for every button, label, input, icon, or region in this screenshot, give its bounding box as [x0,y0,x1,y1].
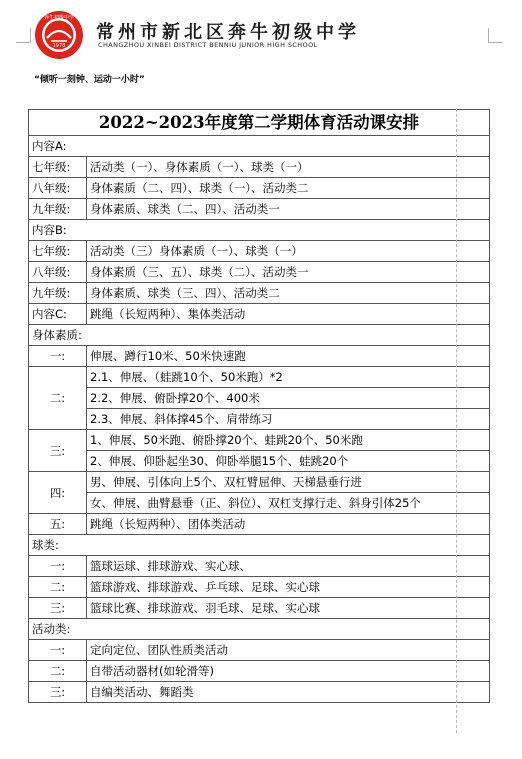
grade-content: 身体素质、球类（二、四）、活动类一 [87,199,490,220]
table-row [29,640,490,661]
activity-item: 自编类活动、舞蹈类 [87,682,490,703]
table-row [29,136,490,157]
table-row [29,514,490,535]
table-row [29,157,490,178]
ball-item: 篮球游戏、排球游戏、乒乓球、足球、实心球 [87,577,490,598]
content-c-text: 跳绳（长短两种）、集体类活动 [87,304,490,325]
schedule-table [28,109,490,703]
table-row [29,682,490,703]
fitness-item-4-1: 男、伸展、引体向上5个、双杠臂屈伸、天梯悬垂行进 [87,472,490,493]
table-row [29,493,490,514]
table-row [29,535,490,556]
table-row [29,220,490,241]
grade-label: 九年级: [29,199,87,220]
activity-label: 一: [29,640,87,661]
table-row [29,577,490,598]
fitness-label-4: 四: [29,472,87,514]
fitness-label-1: 一: [29,346,87,367]
table-row [29,367,490,388]
activity-label: 二: [29,661,87,682]
content-b-heading: 内容B: [29,220,490,241]
ball-heading: 球类: [29,535,490,556]
table-row [29,241,490,262]
table-row [29,304,490,325]
table-row [29,178,490,199]
ball-label: 三: [29,598,87,619]
grade-content: 身体素质（三、五）、球类（二）、活动类一 [87,262,490,283]
fitness-label-5: 五: [29,514,87,535]
table-row [29,472,490,493]
grade-label: 七年级: [29,241,87,262]
fitness-item-2-3: 2.3、伸展、斜体撑45个、肩带练习 [87,409,490,430]
grade-label: 九年级: [29,283,87,304]
table-row [29,409,490,430]
school-name: 常州市新北区奔牛初级中学 [96,22,360,43]
table-row [29,619,490,640]
crop-mark-top-right [488,28,503,43]
activity-heading: 活动类: [29,619,490,640]
content-c-label: 内容C: [29,304,87,325]
fitness-label-2: 二: [29,367,87,430]
activity-item: 定向定位、团队性质类活动 [87,640,490,661]
logo-year: 1978 [52,43,66,49]
fitness-item-3-2: 2、伸展、仰卧起坐30、仰卧举腿15个、蛙跳20个 [87,451,490,472]
table-row [29,262,490,283]
fitness-item-2-1: 2.1、伸展、（蛙跳10个、50米跑）*2 [87,367,490,388]
fitness-label-3: 三: [29,430,87,472]
grade-label: 八年级: [29,178,87,199]
activity-item: 自带活动器材(如轮滑等) [87,661,490,682]
table-row [29,451,490,472]
fitness-heading: 身体素质: [29,325,490,346]
grade-content: 活动类（三）身体素质（一）、球类（一） [87,241,490,262]
table-title: 2022~2023年度第二学期体育活动课安排 [29,110,490,136]
school-name-english: CHANGZHOU XINBEI DISTRICT BENNIU JUNIOR HIGH SCHOOL [98,41,318,49]
schedule-sheet [28,109,490,733]
grade-content: 身体素质（二、四）、球类（一）、活动类二 [87,178,490,199]
table-row [29,199,490,220]
page-guide-line [456,109,457,733]
fitness-item-2-2: 2.2、伸展、俯卧撑20个、400米 [87,388,490,409]
grade-label: 八年级: [29,262,87,283]
table-row [29,346,490,367]
grade-label: 七年级: [29,157,87,178]
fitness-item-3-1: 1、伸展、50米跑、俯卧撑20个、蛙跳20个、50米跑 [87,430,490,451]
logo-ring-text: 奔牛初级中学 [43,15,75,21]
table-row [29,430,490,451]
crop-mark-top-left [16,28,31,43]
ball-item: 篮球运球、排球游戏、实心球、 [87,556,490,577]
table-row [29,283,490,304]
ball-item: 篮球比赛、排球游戏、羽毛球、足球、实心球 [87,598,490,619]
table-row [29,388,490,409]
table-row [29,325,490,346]
grade-content: 活动类（一）、身体素质（一）、球类（一） [87,157,490,178]
fitness-item-1: 伸展、蹲行10米、50米快速跑 [87,346,490,367]
table-row [29,661,490,682]
slogan: “倾听一刻钟、运动一小时” [34,75,145,85]
fitness-item-5: 跳绳（长短两种）、团体类活动 [87,514,490,535]
table-title-row [29,110,490,136]
content-a-heading: 内容A: [29,136,490,157]
ball-label: 一: [29,556,87,577]
activity-label: 三: [29,682,87,703]
grade-content: 身体素质、球类（三、四）、活动类二 [87,283,490,304]
table-row [29,598,490,619]
ball-label: 二: [29,577,87,598]
school-logo [34,10,84,60]
table-row [29,556,490,577]
fitness-item-4-2: 女、伸展、曲臂悬垂（正、斜位）、双杠支撑行走、斜身引体25个 [87,493,490,514]
